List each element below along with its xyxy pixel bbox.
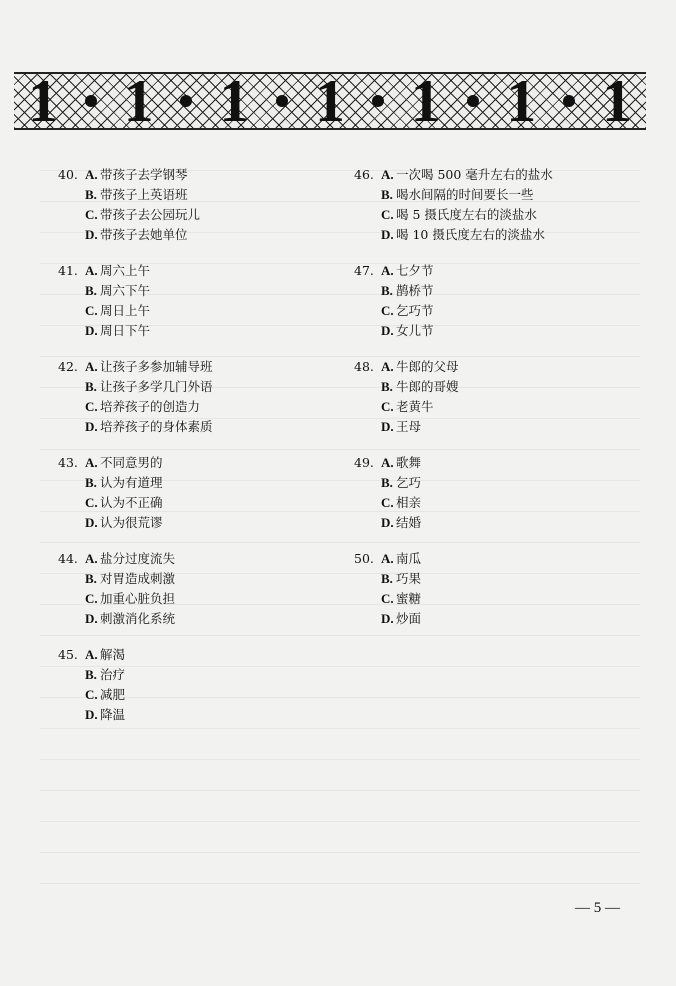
option-letter: A. <box>381 167 394 182</box>
option-text: 培养孩子的创造力 <box>100 399 201 414</box>
question-41 <box>58 261 213 341</box>
answer-option <box>354 301 553 321</box>
option-text: 认为很荒谬 <box>100 515 163 530</box>
option-text: 减肥 <box>100 687 126 702</box>
answer-option <box>58 185 213 205</box>
option-text: 歌舞 <box>396 455 422 470</box>
answer-option <box>58 357 213 377</box>
question-number: 50. <box>354 551 374 566</box>
option-letter: A. <box>381 455 394 470</box>
right-question-column <box>354 165 553 645</box>
option-letter: A. <box>381 551 394 566</box>
option-text: 降温 <box>100 707 126 722</box>
option-text: 巧果 <box>396 571 422 586</box>
option-letter: B. <box>381 571 393 586</box>
answer-option <box>58 665 213 685</box>
option-letter: B. <box>381 475 393 490</box>
option-letter: C. <box>85 399 98 414</box>
option-letter: D. <box>85 419 98 434</box>
answer-option <box>58 609 213 629</box>
question-45 <box>58 645 213 725</box>
page-number: — 5 — <box>575 900 620 916</box>
option-letter: D. <box>381 419 394 434</box>
option-text: 带孩子去她单位 <box>100 227 188 242</box>
question-40 <box>58 165 213 245</box>
option-letter: C. <box>381 495 394 510</box>
question-number: 43. <box>58 455 78 470</box>
option-text: 周日下午 <box>100 323 151 338</box>
question-number: 44. <box>58 551 78 566</box>
answer-option <box>58 705 213 725</box>
option-text: 周六上午 <box>100 263 151 278</box>
option-text: 鹊桥节 <box>396 283 434 298</box>
question-number: 48. <box>354 359 374 374</box>
option-text: 刺激消化系统 <box>100 611 176 626</box>
answer-option <box>354 453 553 473</box>
option-letter: D. <box>381 515 394 530</box>
option-text: 周日上午 <box>100 303 151 318</box>
option-text: 乞巧 <box>396 475 422 490</box>
banner-digit: 1 <box>410 68 441 134</box>
option-text: 南瓜 <box>396 551 422 566</box>
option-letter: B. <box>85 283 97 298</box>
option-text: 让孩子多学几门外语 <box>100 379 213 394</box>
option-letter: A. <box>85 551 98 566</box>
left-question-column <box>58 165 213 741</box>
answer-option <box>58 569 213 589</box>
option-letter: A. <box>85 647 98 662</box>
option-text: 老黄牛 <box>396 399 434 414</box>
option-text: 结婚 <box>396 515 422 530</box>
option-text: 带孩子去学钢琴 <box>100 167 188 182</box>
option-text: 带孩子上英语班 <box>100 187 188 202</box>
option-text: 解渴 <box>100 647 126 662</box>
option-text: 一次喝 500 毫升左右的盐水 <box>396 167 553 182</box>
banner-digit: 1 <box>601 68 632 134</box>
option-letter: A. <box>85 167 98 182</box>
option-letter: A. <box>381 359 394 374</box>
option-text: 女儿节 <box>396 323 434 338</box>
option-text: 盐分过度流失 <box>100 551 176 566</box>
answer-option <box>58 377 213 397</box>
question-number: 49. <box>354 455 374 470</box>
answer-option <box>354 261 553 281</box>
option-text: 蜜糖 <box>396 591 422 606</box>
answer-option <box>58 205 213 225</box>
option-text: 七夕节 <box>396 263 434 278</box>
option-letter: C. <box>85 207 98 222</box>
option-text: 对胃造成刺激 <box>100 571 176 586</box>
answer-option <box>354 357 553 377</box>
option-text: 培养孩子的身体素质 <box>100 419 213 434</box>
question-number: 41. <box>58 263 78 278</box>
answer-option <box>58 397 213 417</box>
option-text: 牛郎的父母 <box>396 359 459 374</box>
banner-digit: 1 <box>219 68 250 134</box>
option-letter: D. <box>85 707 98 722</box>
option-letter: B. <box>85 667 97 682</box>
banner-dot <box>467 95 479 107</box>
banner-dot <box>372 95 384 107</box>
option-letter: C. <box>85 495 98 510</box>
banner-digit: 1 <box>506 68 537 134</box>
option-letter: A. <box>85 455 98 470</box>
answer-option <box>354 165 553 185</box>
answer-option <box>354 281 553 301</box>
question-43 <box>58 453 213 533</box>
answer-option <box>354 473 553 493</box>
option-letter: C. <box>85 303 98 318</box>
answer-option <box>58 589 213 609</box>
option-text: 牛郎的哥嫂 <box>396 379 459 394</box>
option-text: 喝 10 摄氏度左右的淡盐水 <box>396 227 545 242</box>
option-letter: C. <box>381 399 394 414</box>
banner-digit: 1 <box>28 68 58 134</box>
option-text: 认为有道理 <box>100 475 163 490</box>
banner-digit: 1 <box>314 68 345 134</box>
option-letter: C. <box>85 591 98 606</box>
answer-option <box>354 609 553 629</box>
option-text: 不同意男的 <box>100 455 163 470</box>
question-49 <box>354 453 553 533</box>
option-text: 喝 5 摄氏度左右的淡盐水 <box>396 207 537 222</box>
option-text: 治疗 <box>100 667 126 682</box>
answer-option <box>354 397 553 417</box>
answer-option <box>58 453 213 473</box>
question-44 <box>58 549 213 629</box>
question-42 <box>58 357 213 437</box>
answer-option <box>354 569 553 589</box>
option-letter: B. <box>85 571 97 586</box>
option-letter: D. <box>381 323 394 338</box>
answer-option <box>58 165 213 185</box>
option-letter: B. <box>381 187 393 202</box>
answer-option <box>58 493 213 513</box>
question-number: 47. <box>354 263 374 278</box>
question-50 <box>354 549 553 629</box>
option-text: 周六下午 <box>100 283 151 298</box>
section-banner <box>14 68 646 134</box>
option-text: 炒面 <box>396 611 422 626</box>
answer-option <box>58 473 213 493</box>
banner-dot <box>85 95 97 107</box>
option-letter: A. <box>85 263 98 278</box>
option-text: 让孩子多参加辅导班 <box>100 359 213 374</box>
option-text: 乞巧节 <box>396 303 434 318</box>
option-text: 加重心脏负担 <box>100 591 176 606</box>
answer-option <box>58 261 213 281</box>
option-letter: C. <box>85 687 98 702</box>
option-letter: B. <box>381 283 393 298</box>
option-letter: B. <box>85 187 97 202</box>
option-letter: C. <box>381 591 394 606</box>
question-number: 45. <box>58 647 78 662</box>
answer-option <box>58 417 213 437</box>
answer-option <box>354 377 553 397</box>
question-46 <box>354 165 553 245</box>
option-letter: A. <box>85 359 98 374</box>
banner-dot <box>276 95 288 107</box>
option-text: 认为不正确 <box>100 495 163 510</box>
option-letter: D. <box>85 611 98 626</box>
answer-option <box>354 321 553 341</box>
option-text: 王母 <box>396 419 422 434</box>
answer-option <box>354 493 553 513</box>
answer-option <box>58 281 213 301</box>
option-text: 喝水间隔的时间要长一些 <box>396 187 534 202</box>
option-text: 带孩子去公园玩儿 <box>100 207 201 222</box>
answer-option <box>354 589 553 609</box>
question-number: 40. <box>58 167 78 182</box>
question-number: 46. <box>354 167 374 182</box>
option-letter: B. <box>381 379 393 394</box>
answer-option <box>58 549 213 569</box>
answer-option <box>354 185 553 205</box>
option-letter: D. <box>381 227 394 242</box>
option-letter: C. <box>381 207 394 222</box>
answer-option <box>354 549 553 569</box>
answer-option <box>354 513 553 533</box>
answer-option <box>58 225 213 245</box>
option-text: 相亲 <box>396 495 422 510</box>
option-letter: D. <box>381 611 394 626</box>
answer-option <box>354 417 553 437</box>
question-number: 42. <box>58 359 78 374</box>
answer-option <box>354 205 553 225</box>
option-letter: C. <box>381 303 394 318</box>
answer-option <box>354 225 553 245</box>
banner-digit: 1 <box>123 68 154 134</box>
option-letter: D. <box>85 323 98 338</box>
answer-option <box>58 645 213 665</box>
answer-option <box>58 685 213 705</box>
option-letter: B. <box>85 379 97 394</box>
question-48 <box>354 357 553 437</box>
option-letter: D. <box>85 227 98 242</box>
option-letter: D. <box>85 515 98 530</box>
option-letter: B. <box>85 475 97 490</box>
answer-option <box>58 301 213 321</box>
banner-dot <box>563 95 575 107</box>
answer-option <box>58 513 213 533</box>
option-letter: A. <box>381 263 394 278</box>
banner-dot <box>180 95 192 107</box>
answer-option <box>58 321 213 341</box>
question-47 <box>354 261 553 341</box>
